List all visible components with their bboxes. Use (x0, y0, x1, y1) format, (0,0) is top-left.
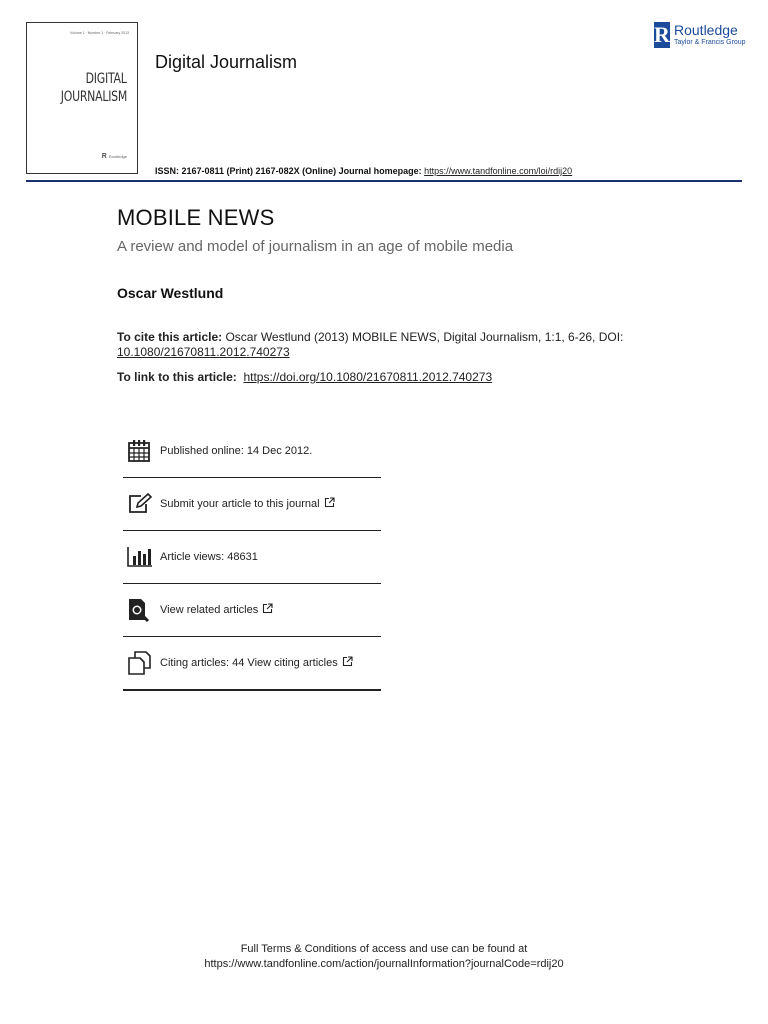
citing-row[interactable] (123, 637, 381, 691)
terms-url[interactable]: https://www.tandfonline.com/action/journalInformation?journalCode=rdij20 (204, 958, 564, 970)
cite-label: To cite this article: (117, 330, 223, 344)
journal-name: Digital Journalism (155, 52, 298, 72)
article-author: Oscar Westlund (117, 285, 224, 301)
related-label[interactable]: View related articles (160, 604, 259, 616)
views-label: Article views: 48631 (160, 551, 258, 563)
cover-title-line1: DIGITAL (85, 71, 127, 87)
cover-publisher-mark: R (101, 153, 107, 160)
link-label: To link to this article: (117, 370, 241, 384)
citation (117, 330, 677, 360)
terms-footer (0, 942, 768, 972)
article-link-line (117, 370, 492, 384)
published-label: Published online: 14 Dec 2012. (160, 445, 313, 457)
external-link-icon (262, 603, 273, 617)
related-row[interactable] (123, 584, 381, 637)
edit-icon (127, 491, 157, 517)
external-link-icon (324, 497, 335, 511)
external-link-icon (342, 656, 353, 670)
issn-text: ISSN: 2167-0811 (Print) 2167-082X (Online) Journal homepage: (155, 166, 425, 176)
publisher-logo (654, 22, 746, 48)
issn-line (155, 166, 572, 176)
cite-text: Oscar Westlund (2013) MOBILE NEWS, Digital Journalism, 1:1, 6-26, DOI: (222, 330, 624, 344)
cover-title-line2: JOURNALISM (60, 89, 127, 105)
cover-issue-line: Volume 1 · Number 1 · February 2013 (70, 31, 129, 35)
journal-cover (26, 22, 138, 174)
routledge-r-icon: R (654, 22, 670, 47)
cite-doi-link[interactable]: 10.1080/21670811.2012.740273 (117, 345, 290, 359)
article-subtitle: A review and model of journalism in an age of mobile media (117, 238, 514, 255)
header-divider (26, 180, 742, 182)
cover-publisher (102, 153, 127, 160)
publisher-group: Taylor & Francis Group (674, 39, 746, 46)
views-row (123, 531, 381, 584)
submit-row[interactable] (123, 478, 381, 531)
published-row (123, 425, 381, 478)
calendar-icon (127, 438, 157, 464)
cover-publisher-small: Routledge (108, 154, 127, 159)
article-info-list (123, 425, 381, 691)
article-title: MOBILE NEWS (117, 205, 275, 230)
bar-chart-icon (127, 544, 157, 570)
submit-label[interactable]: Submit your article to this journal (160, 498, 320, 510)
citing-documents-icon (127, 650, 157, 676)
publisher-name: Routledge (674, 22, 738, 38)
search-document-icon (127, 597, 157, 623)
journal-homepage-link[interactable]: https://www.tandfonline.com/loi/rdij20 (424, 166, 573, 176)
terms-line1: Full Terms & Conditions of access and use can be found at (240, 943, 528, 955)
citing-label[interactable]: Citing articles: 44 View citing articles (160, 657, 338, 669)
article-doi-link[interactable]: https://doi.org/10.1080/21670811.2012.740273 (243, 370, 493, 384)
